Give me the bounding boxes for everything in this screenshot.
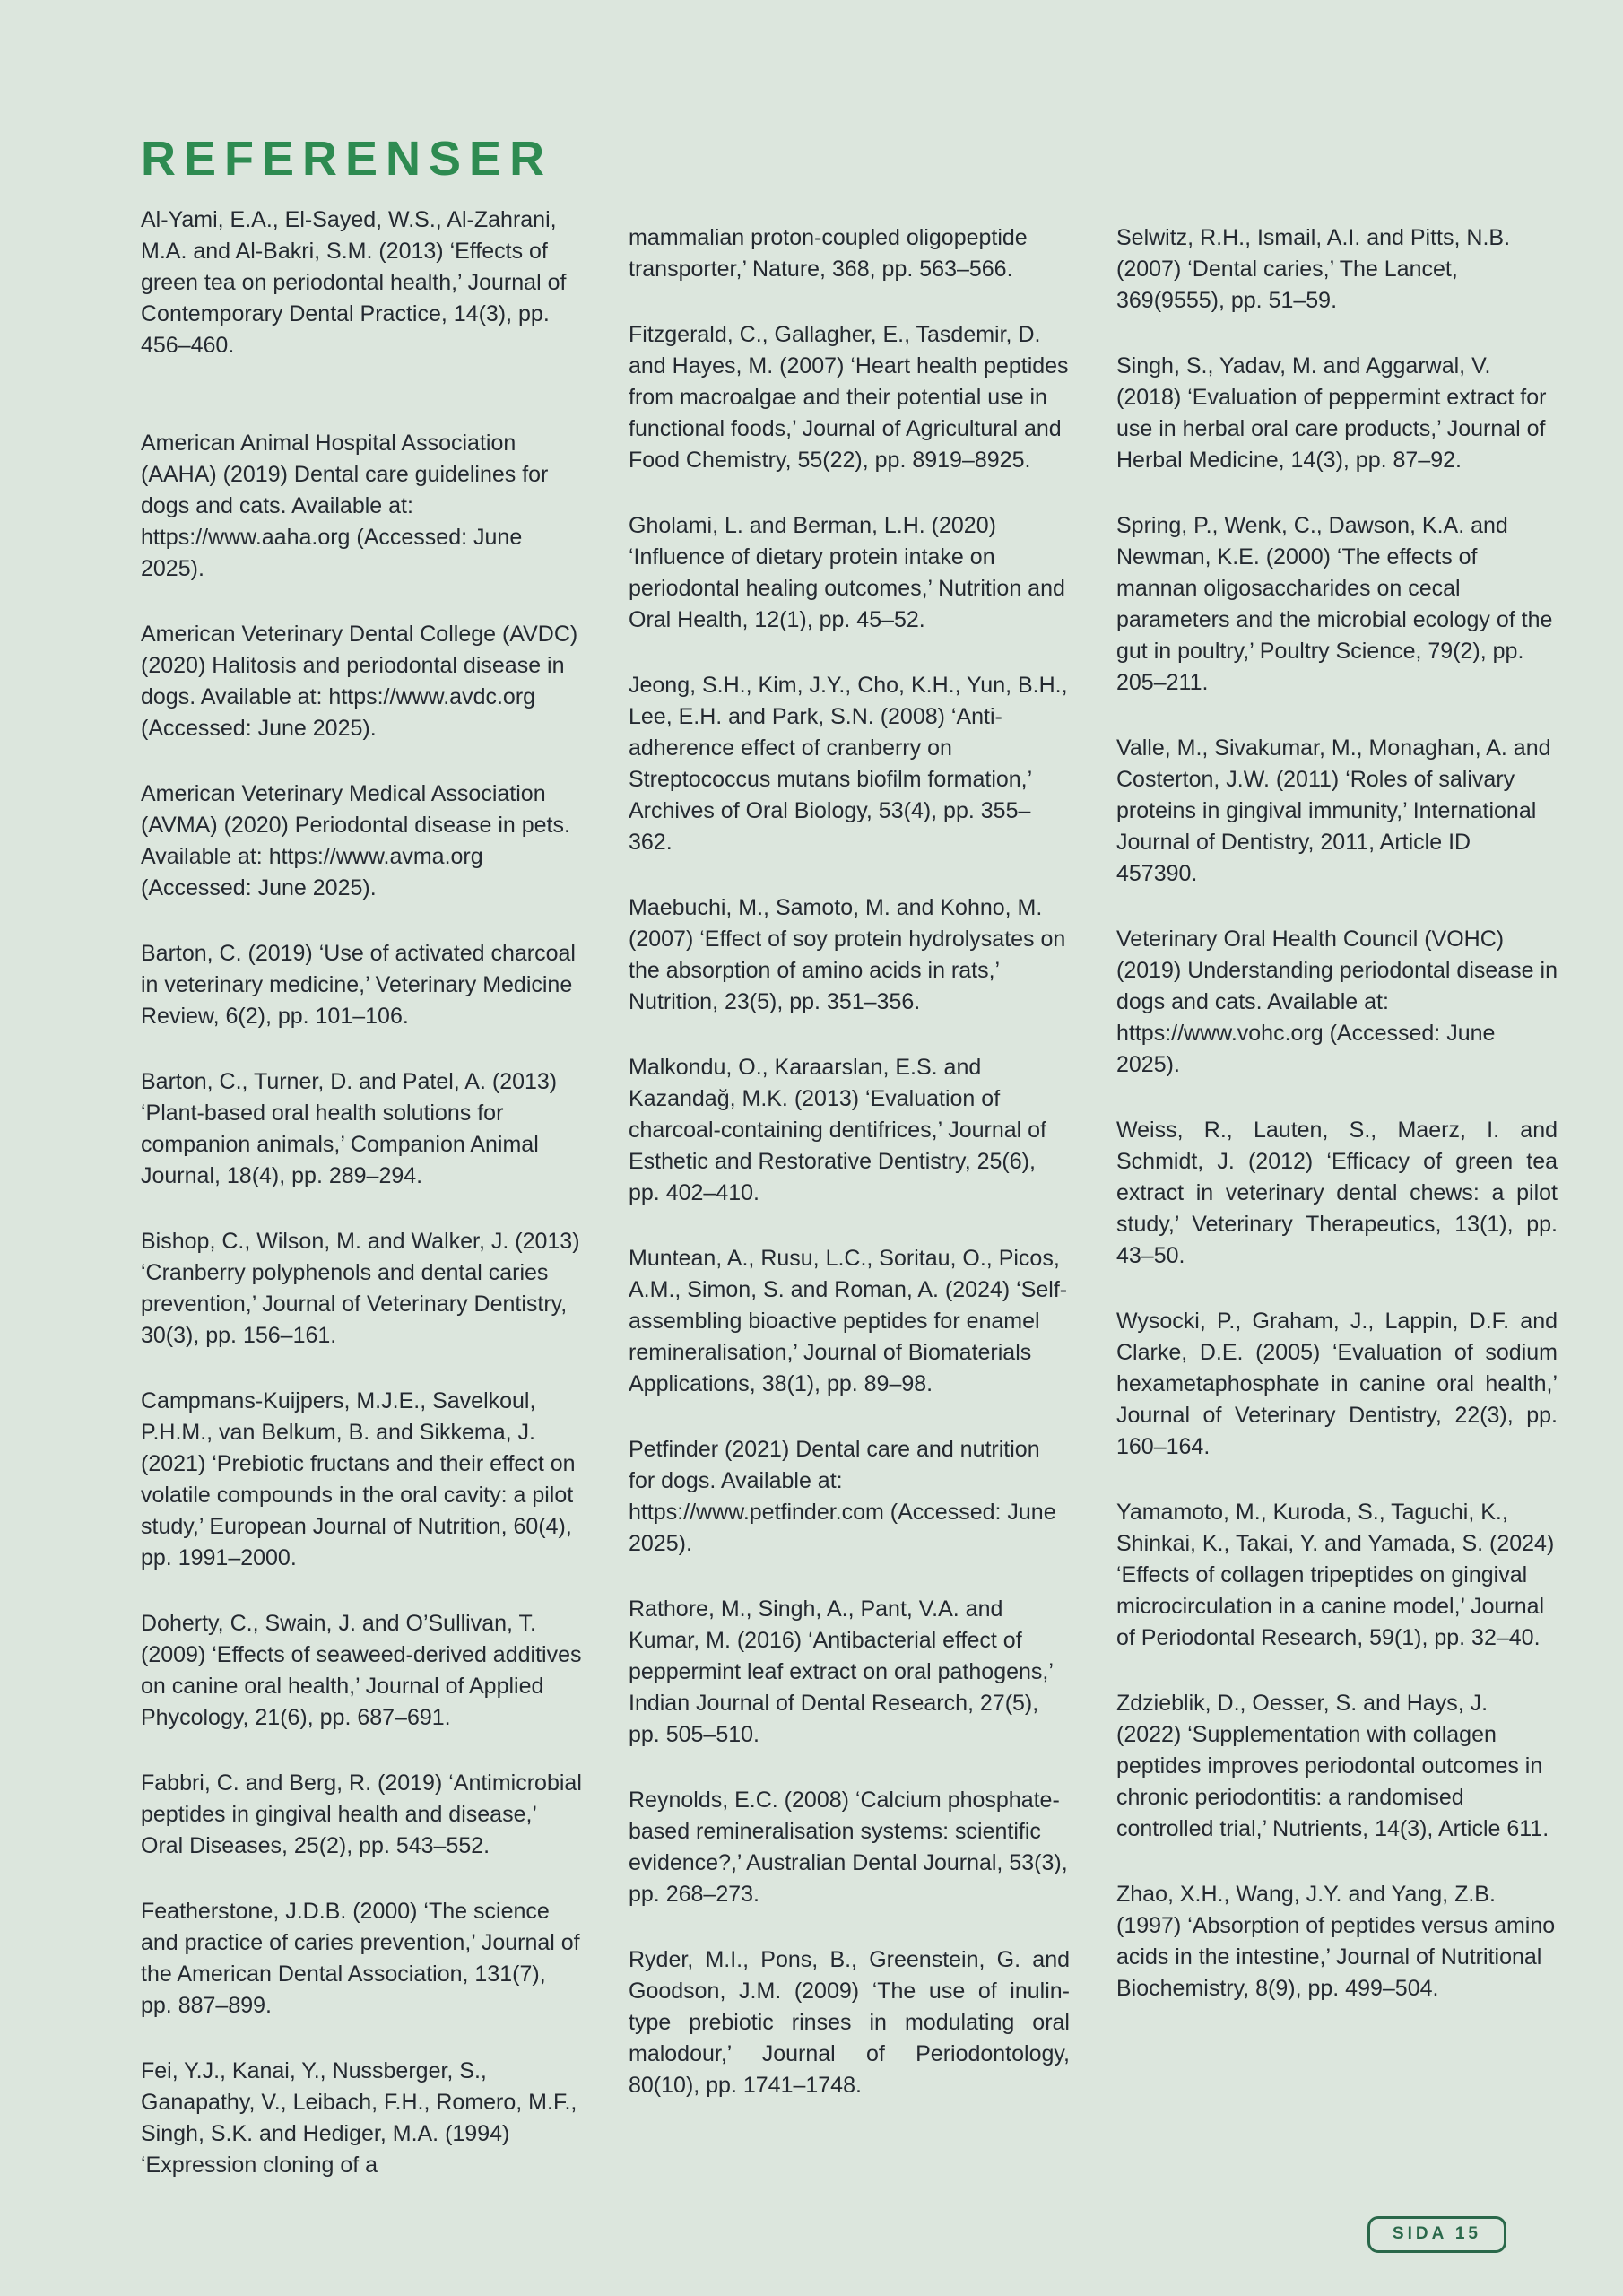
reference-item: American Animal Hospital Association (AAHA) (2019) Dental care guidelines for dogs and cats. Available at: https://www.aaha.org (Accessed: June 2025). (141, 430, 549, 581)
reference-item: Maebuchi, M., Samoto, M. and Kohno, M. (2007) ‘Effect of soy protein hydrolysates on the absorption of amino acids in rats,’ Nutrition, 23(5), pp. 351–356. (629, 895, 1066, 1014)
reference-item: Fei, Y.J., Kanai, Y., Nussberger, S., Ganapathy, V., Leibach, F.H., Romero, M.F., Singh, S.K. and Hediger, M.A. (1994) ‘Expression cloning of a (141, 2058, 577, 2178)
reference-item: Featherstone, J.D.B. (2000) ‘The science and practice of caries prevention,’ Journal of the American Dental Association, 131(7), pp. 887–899. (141, 1899, 580, 2018)
reference-item: Ryder, M.I., Pons, B., Greenstein, G. and Goodson, J.M. (2009) ‘The use of inulin-type prebiotic rinses in modulating oral malodour,’ Journal of Periodontology, 80(10), pp. 1741–1748. (629, 1947, 1070, 2098)
reference-item: Muntean, A., Rusu, L.C., Soritau, O., Picos, A.M., Simon, S. and Roman, A. (2024) ‘Self-assembling bioactive peptides for enamel remineralisation,’ Journal of Biomaterials Applications, 38(1), pp. 89–98. (629, 1246, 1068, 1396)
reference-item: Valle, M., Sivakumar, M., Monaghan, A. and Costerton, J.W. (2011) ‘Roles of salivary proteins in gingival immunity,’ International Journal of Dentistry, 2011, Article ID 457390. (1116, 735, 1551, 886)
page-number-label: SIDA 15 (1392, 2224, 1481, 2243)
reference-item: Zdzieblik, D., Oesser, S. and Hays, J. (2022) ‘Supplementation with collagen peptides improves periodontal outcomes in chronic periodontitis: a randomised controlled trial,’ Nutrients, 14(3), Article 611. (1116, 1691, 1549, 1841)
reference-item: Al-Yami, E.A., El-Sayed, W.S., Al-Zahrani, M.A. and Al-Bakri, S.M. (2013) ‘Effects of green tea on periodontal health,’ Journal of Contemporary Dental Practice, 14(3), pp. 456–460. (141, 207, 567, 358)
reference-item: Rathore, M., Singh, A., Pant, V.A. and Kumar, M. (2016) ‘Antibacterial effect of peppermint leaf extract on oral pathogens,’ Indian Journal of Dental Research, 27(5), pp. 505–510. (629, 1596, 1053, 1747)
reference-item: Bishop, C., Wilson, M. and Walker, J. (2013) ‘Cranberry polyphenols and dental caries prevention,’ Journal of Veterinary Dentistry, 30(3), pp. 156–161. (141, 1229, 580, 1348)
reference-item: Malkondu, O., Karaarslan, E.S. and Kazandağ, M.K. (2013) ‘Evaluation of charcoal-containing dentifrices,’ Journal of Esthetic and Restorative Dentistry, 25(6), pp. 402–410. (629, 1055, 1046, 1205)
reference-item: Zhao, X.H., Wang, J.Y. and Yang, Z.B. (1997) ‘Absorption of peptides versus amino acids in the intestine,’ Journal of Nutritional Biochemistry, 8(9), pp. 499–504. (1116, 1882, 1556, 2001)
reference-item: Singh, S., Yadav, M. and Aggarwal, V. (2018) ‘Evaluation of peppermint extract for use in herbal oral care products,’ Journal of Herbal Medicine, 14(3), pp. 87–92. (1116, 353, 1547, 473)
reference-item: Selwitz, R.H., Ismail, A.I. and Pitts, N.B. (2007) ‘Dental caries,’ The Lancet, 369(9555), pp. 51–59. (1116, 225, 1511, 313)
reference-item: Doherty, C., Swain, J. and O’Sullivan, T. (2009) ‘Effects of seaweed-derived additives on canine oral health,’ Journal of Applied Phycology, 21(6), pp. 687–691. (141, 1611, 582, 1730)
references-column-1 (141, 204, 582, 2215)
reference-item: Veterinary Oral Health Council (VOHC) (2019) Understanding periodontal disease in dogs and cats. Available at: https://www.vohc.org (Accessed: June 2025). (1116, 926, 1558, 1077)
reference-item: Yamamoto, M., Kuroda, S., Taguchi, K., Shinkai, K., Takai, Y. and Yamada, S. (2024) ‘Effects of collagen tripeptides on gingival microcirculation in a canine model,’ Journal of Periodontal Research, 59(1), pp. 32–40. (1116, 1500, 1555, 1650)
reference-item: Barton, C., Turner, D. and Patel, A. (2013) ‘Plant-based oral health solutions for companion animals,’ Companion Animal Journal, 18(4), pp. 289–294. (141, 1069, 558, 1188)
reference-item: Gholami, L. and Berman, L.H. (2020) ‘Influence of dietary protein intake on periodontal healing outcomes,’ Nutrition and Oral Health, 12(1), pp. 45–52. (629, 513, 1065, 632)
reference-item-continuation: mammalian proton-coupled oligopeptide transporter,’ Nature, 368, pp. 563–566. (629, 225, 1028, 282)
reference-item: Jeong, S.H., Kim, J.Y., Cho, K.H., Yun, B.H., Lee, E.H. and Park, S.N. (2008) ‘Anti-adherence effect of cranberry on Streptococcus mutans biofilm formation,’ Archives of Oral Biology, 53(4), pp. 355–362. (629, 673, 1068, 855)
page-number-badge (1367, 2216, 1506, 2253)
references-column-3 (1116, 204, 1558, 2215)
references-columns (141, 204, 1556, 2215)
reference-item: Weiss, R., Lauten, S., Maerz, I. and Schmidt, J. (2012) ‘Efficacy of green tea extract in veterinary dental chews: a pilot study,’ Veterinary Therapeutics, 13(1), pp. 43–50. (1116, 1118, 1558, 1268)
reference-item: Wysocki, P., Graham, J., Lappin, D.F. and Clarke, D.E. (2005) ‘Evaluation of sodium hexametaphosphate in canine oral health,’ Journal of Veterinary Dentistry, 22(3), pp. 160–164. (1116, 1309, 1558, 1459)
reference-item: American Veterinary Medical Association (AVMA) (2020) Periodontal disease in pets. Available at: https://www.avma.org (Accessed: June 2025). (141, 781, 570, 900)
reference-item: Barton, C. (2019) ‘Use of activated charcoal in veterinary medicine,’ Veterinary Medicine Review, 6(2), pp. 101–106. (141, 941, 576, 1029)
reference-item: Fabbri, C. and Berg, R. (2019) ‘Antimicrobial peptides in gingival health and disease,’ Oral Diseases, 25(2), pp. 543–552. (141, 1770, 582, 1858)
reference-item: Fitzgerald, C., Gallagher, E., Tasdemir, D. and Hayes, M. (2007) ‘Heart health peptides from macroalgae and their potential use in functional foods,’ Journal of Agricultural and Food Chemistry, 55(22), pp. 8919–8925. (629, 322, 1069, 473)
reference-item: American Veterinary Dental College (AVDC) (2020) Halitosis and periodontal disease in dogs. Available at: https://www.avdc.org (Accessed: June 2025). (141, 622, 578, 741)
page-title: REFERENSER (141, 132, 553, 186)
reference-item: Spring, P., Wenk, C., Dawson, K.A. and Newman, K.E. (2000) ‘The effects of mannan oligosaccharides on cecal parameters and the microbial ecology of the gut in poultry,’ Poultry Science, 79(2), pp. 205–211. (1116, 513, 1553, 695)
references-column-2 (629, 204, 1070, 2215)
reference-item: Petfinder (2021) Dental care and nutrition for dogs. Available at: https://www.petfinder.com (Accessed: June 2025). (629, 1437, 1056, 1556)
reference-item: Reynolds, E.C. (2008) ‘Calcium phosphate-based remineralisation systems: scientific evidence?,’ Australian Dental Journal, 53(3), pp. 268–273. (629, 1787, 1068, 1907)
reference-item: Campmans-Kuijpers, M.J.E., Savelkoul, P.H.M., van Belkum, B. and Sikkema, J. (2021) ‘Prebiotic fructans and their effect on volatile compounds in the oral cavity: a pilot study,’ European Journal of Nutrition, 60(4), pp. 1991–2000. (141, 1388, 576, 1570)
